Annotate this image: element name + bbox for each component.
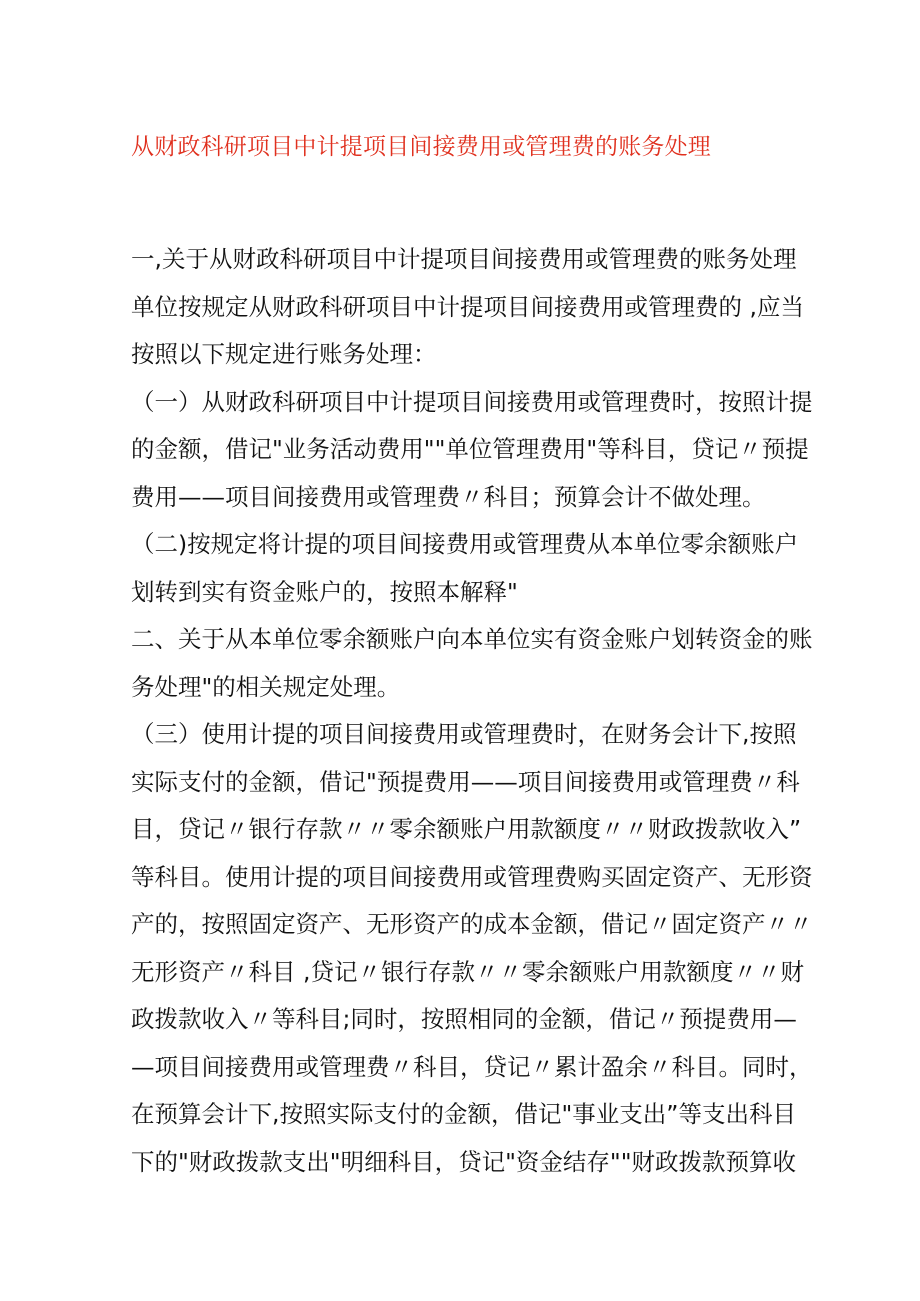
body-line: （二)按规定将计提的项目间接费用或管理费从本单位零余额账户 [131,530,799,558]
body-line: 产的，按照固定资产、无形资产的成本金额，借记〃固定资产〃〃 [131,910,813,938]
body-line: （三）使用计提的项目间接费用或管理费时，在财务会计下,按照 [131,720,797,748]
body-line: 一,关于从财政科研项目中计提项目间接费用或管理费的账务处理 [131,245,797,273]
body-line: 实际支付的金额，借记"预提费用——项目间接费用或管理费〃科 [131,767,800,796]
body-line: （一）从财政科研项目中计提项目间接费用或管理费时，按照计提 [131,387,813,416]
document-body [131,236,821,1186]
body-line: —项目间接费用或管理费〃科目，贷记〃累计盈余〃科目。同时， [131,1052,813,1081]
body-line: 目，贷记〃银行存款〃〃零余额账户用款额度〃〃财政拨款收入” [131,815,802,843]
body-line: 划转到实有资金账户的，按照本解释" [131,577,518,606]
body-line: 在预算会计下,按照实际支付的金额，借记"事业支出”等支出科目 [131,1100,796,1128]
body-line: 无形资产〃科目 ,贷记〃银行存款〃〃零余额账户用款额度〃〃财 [131,957,804,986]
body-line: 等科目。使用计提的项目间接费用或管理费购买固定资产、无形资 [131,862,813,891]
body-line: 的金额，借记"业务活动费用""单位管理费用"等科目，贷记〃预提 [131,435,809,463]
body-line: 单位按规定从财政科研项目中计提项目间接费用或管理费的 ,应当 [131,292,804,321]
body-line: 政拨款收入〃等科目;同时，按照相同的金额，借记〃预提费用— [131,1005,797,1033]
body-line: 二、关于从本单位零余额账户向本单位实有资金账户划转资金的账 [131,625,813,653]
body-line: 按照以下规定进行账务处理： [131,340,437,368]
body-line: 务处理"的相关规定处理。 [131,672,401,701]
document-title: 从财政科研项目中计提项目间接费用或管理费的账务处理 [131,134,711,160]
body-line: 费用——项目间接费用或管理费〃科目；预算会计不做处理。 [131,482,766,511]
body-line: 下的"财政拨款支出"明细科目，贷记"资金结存""财政拨款预算收 [131,1147,797,1176]
